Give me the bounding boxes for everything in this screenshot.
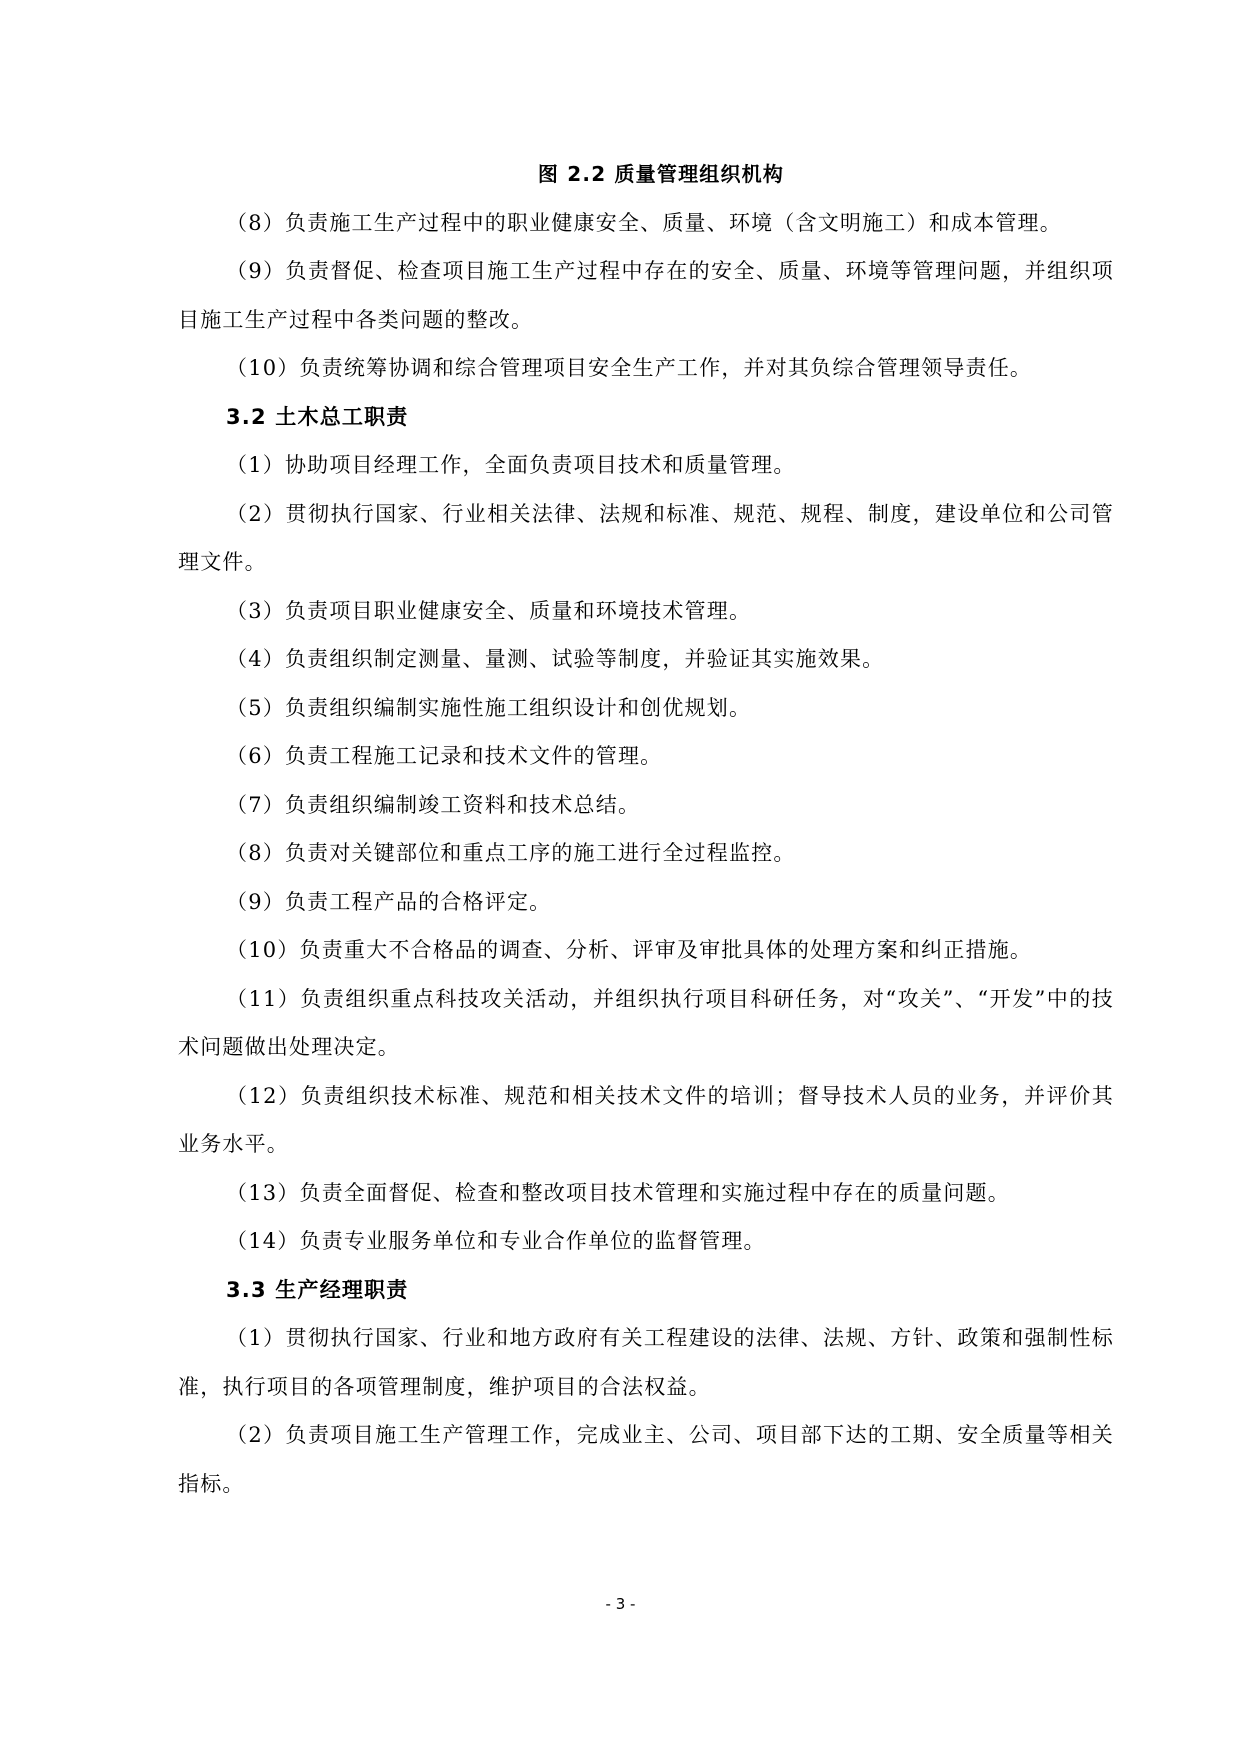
- paragraph: （10）负责统筹协调和综合管理项目安全生产工作，并对其负综合管理领导责任。: [226, 356, 1033, 380]
- paragraph: （14）负责专业服务单位和专业合作单位的监督管理。: [226, 1229, 766, 1253]
- section-heading-3-2: 3.2 土木总工职责: [226, 404, 409, 429]
- paragraph: （1）贯彻执行国家、行业和地方政府有关工程建设的法律、法规、方针、政策和强制性标准，执行项目的各项管理制度，维护项目的合法权益。: [178, 1326, 1114, 1399]
- paragraph: （4）负责组织制定测量、量测、试验等制度，并验证其实施效果。: [226, 647, 885, 671]
- page-number: - 3 -: [605, 1595, 636, 1613]
- paragraph: （5）负责组织编制实施性施工组织设计和创优规划。: [226, 695, 752, 720]
- paragraph: （6）负责工程施工记录和技术文件的管理。: [226, 744, 663, 768]
- paragraph: （7）负责组织编制竣工资料和技术总结。: [226, 792, 641, 817]
- section-heading-3-3: 3.3 生产经理职责: [226, 1277, 409, 1302]
- paragraph: （8）负责施工生产过程中的职业健康安全、质量、环境（含文明施工）和成本管理。: [226, 210, 1062, 235]
- paragraph: （3）负责项目职业健康安全、质量和环境技术管理。: [226, 598, 752, 623]
- document-body: [178, 150, 1114, 1508]
- paragraph: （12）负责组织技术标准、规范和相关技术文件的培训；督导技术人员的业务，并评价其业务水平。: [178, 1083, 1114, 1156]
- paragraph: （8）负责对关键部位和重点工序的施工进行全过程监控。: [226, 841, 796, 865]
- paragraph: （2）负责项目施工生产管理工作，完成业主、公司、项目部下达的工期、安全质量等相关指标。: [178, 1423, 1114, 1496]
- paragraph: （1）协助项目经理工作，全面负责项目技术和质量管理。: [226, 453, 796, 477]
- paragraph: （13）负责全面督促、检查和整改项目技术管理和实施过程中存在的质量问题。: [226, 1180, 1010, 1205]
- paragraph: （11）负责组织重点科技攻关活动，并组织执行项目科研任务，对“攻关”、“开发”中的技术问题做出处理决定。: [178, 986, 1114, 1059]
- paragraph: （2）贯彻执行国家、行业相关法律、法规和标准、规范、规程、制度，建设单位和公司管理文件。: [178, 501, 1114, 574]
- paragraph: （9）负责督促、检查项目施工生产过程中存在的安全、质量、环境等管理问题，并组织项目施工生产过程中各类问题的整改。: [178, 259, 1114, 332]
- paragraph: （9）负责工程产品的合格评定。: [226, 889, 552, 914]
- paragraph: （10）负责重大不合格品的调查、分析、评审及审批具体的处理方案和纠正措施。: [226, 938, 1033, 962]
- figure-caption: 图 2.2 质量管理组织机构: [537, 162, 785, 186]
